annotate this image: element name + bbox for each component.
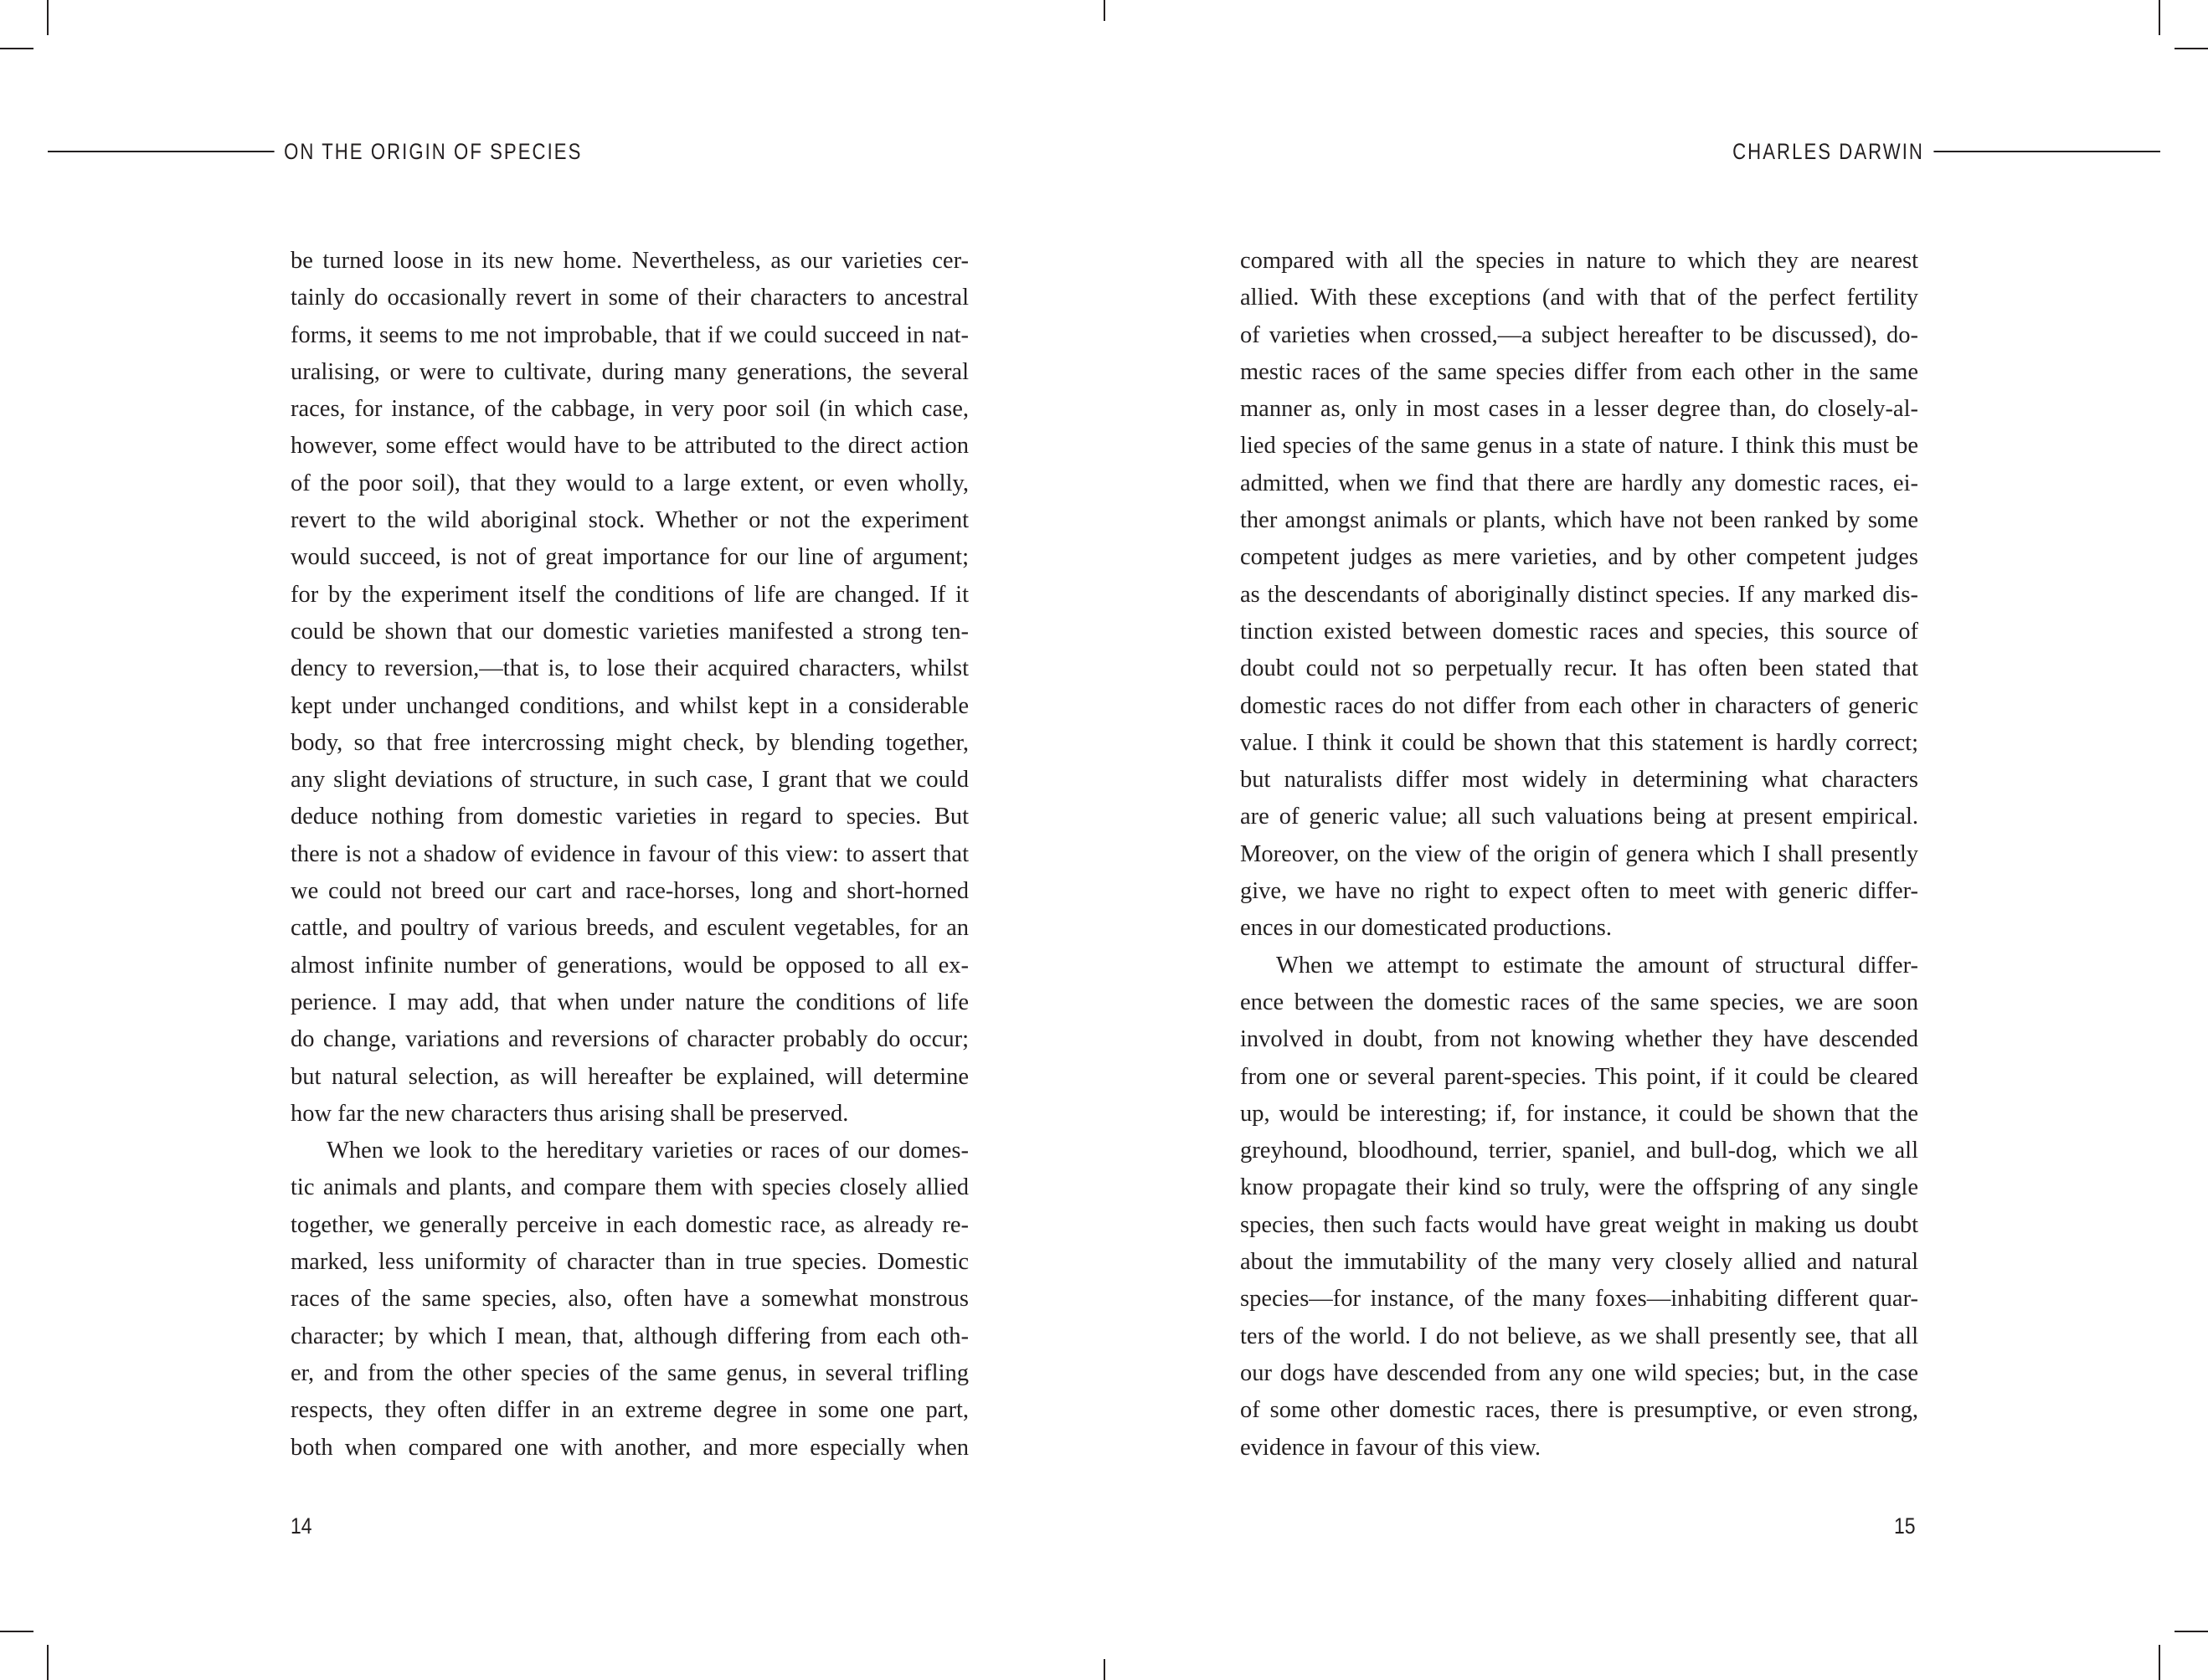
text-line: of some other domestic races, there is presumptive, or even strong,	[1240, 1397, 1918, 1424]
text-line: When we look to the hereditary varieties or races of our domes-	[327, 1138, 969, 1164]
text-line: know propagate their kind so truly, were the offspring of any single	[1240, 1174, 1918, 1201]
text-line: mestic races of the same species differ from each other in the same	[1240, 358, 1918, 385]
text-line: Moreover, on the view of the origin of genera which I shall presently	[1240, 840, 1918, 867]
page-number-left: 14	[291, 1513, 312, 1539]
page-number-right: 15	[1894, 1513, 1916, 1539]
crop-mark-bottom-right-v	[2159, 1645, 2160, 1680]
text-line: would succeed, is not of great importance for our line of argument;	[291, 544, 969, 571]
book-title: ON THE ORIGIN OF SPECIES	[284, 138, 583, 164]
text-line: any slight deviations of structure, in such case, I grant that we could	[291, 767, 969, 794]
crop-mark-bottom-left-h	[0, 1631, 33, 1632]
text-line: uralising, or were to cultivate, during many generations, the several	[291, 358, 969, 385]
text-line: our dogs have descended from any one wild species; but, in the case	[1240, 1359, 1918, 1386]
text-line: When we attempt to estimate the amount of structural differ-	[1276, 952, 1918, 979]
text-line: species, then such facts would have great weight in making us doubt	[1240, 1211, 1918, 1238]
text-line: races, for instance, of the cabbage, in very poor soil (in which case,	[291, 396, 969, 423]
text-line: kept under unchanged conditions, and whilst kept in a considerable	[291, 692, 969, 719]
text-line: ters of the world. I do not believe, as we shall presently see, that all	[1240, 1323, 1918, 1349]
text-line: up, would be interesting; if, for instance, it could be shown that the	[1240, 1100, 1918, 1127]
text-line: from one or several parent-species. This point, if it could be cleared	[1240, 1063, 1918, 1090]
text-line: together, we generally perceive in each domestic race, as already re-	[291, 1211, 969, 1238]
text-line: involved in doubt, from not knowing whether they have descended	[1240, 1026, 1918, 1053]
text-line: tainly do occasionally revert in some of their characters to ancestral	[291, 285, 969, 311]
text-line: give, we have no right to expect often to meet with generic differ-	[1240, 878, 1918, 905]
text-line: lied species of the same genus in a state of nature. I think this must be	[1240, 433, 1918, 460]
text-line: about the immutability of the many very closely allied and natural	[1240, 1249, 1918, 1276]
text-line: evidence in favour of this view.	[1240, 1434, 1541, 1461]
text-line: ences in our domesticated productions.	[1240, 915, 1613, 942]
text-line: perience. I may add, that when under nature the conditions of life	[291, 989, 969, 1015]
text-line: as the descendants of aboriginally distinct species. If any marked dis-	[1240, 581, 1918, 608]
text-line: cattle, and poultry of various breeds, and esculent vegetables, for an	[291, 915, 969, 942]
text-line: manner as, only in most cases in a lesser degree than, do closely-al-	[1240, 396, 1918, 423]
header-rule-right	[1933, 151, 2160, 152]
author-name: CHARLES DARWIN	[1732, 138, 1924, 164]
crop-mark-top-left-v	[47, 0, 49, 35]
text-line: almost infinite number of generations, would be opposed to all ex-	[291, 952, 969, 979]
text-line: but natural selection, as will hereafter be explained, will determine	[291, 1063, 969, 1090]
text-line: of varieties when crossed,—a subject hereafter to be discussed), do-	[1240, 321, 1918, 348]
text-line: er, and from the other species of the same genus, in several trifling	[291, 1359, 969, 1386]
text-line: marked, less uniformity of character than in true species. Domestic	[291, 1249, 969, 1276]
text-line: both when compared one with another, and more especially when	[291, 1434, 969, 1461]
text-line: for by the experiment itself the conditions of life are changed. If it	[291, 581, 969, 608]
text-line: admitted, when we find that there are hardly any domestic races, ei-	[1240, 470, 1918, 496]
crop-mark-bottom-center	[1104, 1659, 1105, 1680]
text-line: ther amongst animals or plants, which have not been ranked by some	[1240, 507, 1918, 534]
text-line: how far the new characters thus arising shall be preserved.	[291, 1100, 849, 1127]
text-line: domestic races do not differ from each other in characters of generic	[1240, 692, 1918, 719]
crop-mark-top-right-h	[2175, 48, 2208, 49]
header-rule-left	[48, 151, 275, 152]
text-line: revert to the wild aboriginal stock. Whether or not the experiment	[291, 507, 969, 534]
text-line: body, so that free intercrossing might check, by blending together,	[291, 729, 969, 756]
text-line: competent judges as mere varieties, and by other competent judges	[1240, 544, 1918, 571]
text-line: of the poor soil), that they would to a large extent, or even wholly,	[291, 470, 969, 496]
text-line: species—for instance, of the many foxes—inhabiting different quar-	[1240, 1286, 1918, 1313]
crop-mark-top-left-h	[0, 48, 33, 49]
text-line: do change, variations and reversions of character probably do occur;	[291, 1026, 969, 1053]
text-line: tinction existed between domestic races and species, this source of	[1240, 618, 1918, 645]
text-line: allied. With these exceptions (and with that of the perfect fertility	[1240, 285, 1918, 311]
text-line: could be shown that our domestic varieties manifested a strong ten-	[291, 618, 969, 645]
running-head-left	[48, 136, 582, 167]
left-page-body	[291, 243, 969, 1467]
text-line: respects, they often differ in an extreme degree in some one part,	[291, 1397, 969, 1424]
text-line: forms, it seems to me not improbable, that if we could succeed in nat-	[291, 321, 969, 348]
crop-mark-top-center	[1104, 0, 1105, 21]
text-line: deduce nothing from domestic varieties in regard to species. But	[291, 804, 969, 830]
text-line: but naturalists differ most widely in determining what characters	[1240, 767, 1918, 794]
text-line: dency to reversion,—that is, to lose their acquired characters, whilst	[291, 655, 969, 682]
text-line: be turned loose in its new home. Nevertheless, as our varieties cer-	[291, 248, 969, 274]
text-line: character; by which I mean, that, although differing from each oth-	[291, 1323, 969, 1349]
text-line: there is not a shadow of evidence in favour of this view: to assert that	[291, 840, 969, 867]
text-line: greyhound, bloodhound, terrier, spaniel, and bull-dog, which we all	[1240, 1138, 1918, 1164]
right-page-body	[1240, 243, 1918, 1467]
text-line: compared with all the species in nature to which they are nearest	[1240, 248, 1918, 274]
crop-mark-bottom-left-v	[47, 1645, 49, 1680]
text-line: are of generic value; all such valuations being at present empirical.	[1240, 804, 1918, 830]
crop-mark-top-right-v	[2159, 0, 2160, 35]
text-line: races of the same species, also, often have a somewhat monstrous	[291, 1286, 969, 1313]
running-head-right	[1732, 136, 2160, 167]
text-line: ence between the domestic races of the same species, we are soon	[1240, 989, 1918, 1015]
text-line: value. I think it could be shown that this statement is hardly correct;	[1240, 729, 1918, 756]
crop-mark-bottom-right-h	[2175, 1631, 2208, 1632]
text-line: tic animals and plants, and compare them with species closely allied	[291, 1174, 969, 1201]
text-line: doubt could not so perpetually recur. It has often been stated that	[1240, 655, 1918, 682]
text-line: we could not breed our cart and race-horses, long and short-horned	[291, 878, 969, 905]
text-line: however, some effect would have to be attributed to the direct action	[291, 433, 969, 460]
